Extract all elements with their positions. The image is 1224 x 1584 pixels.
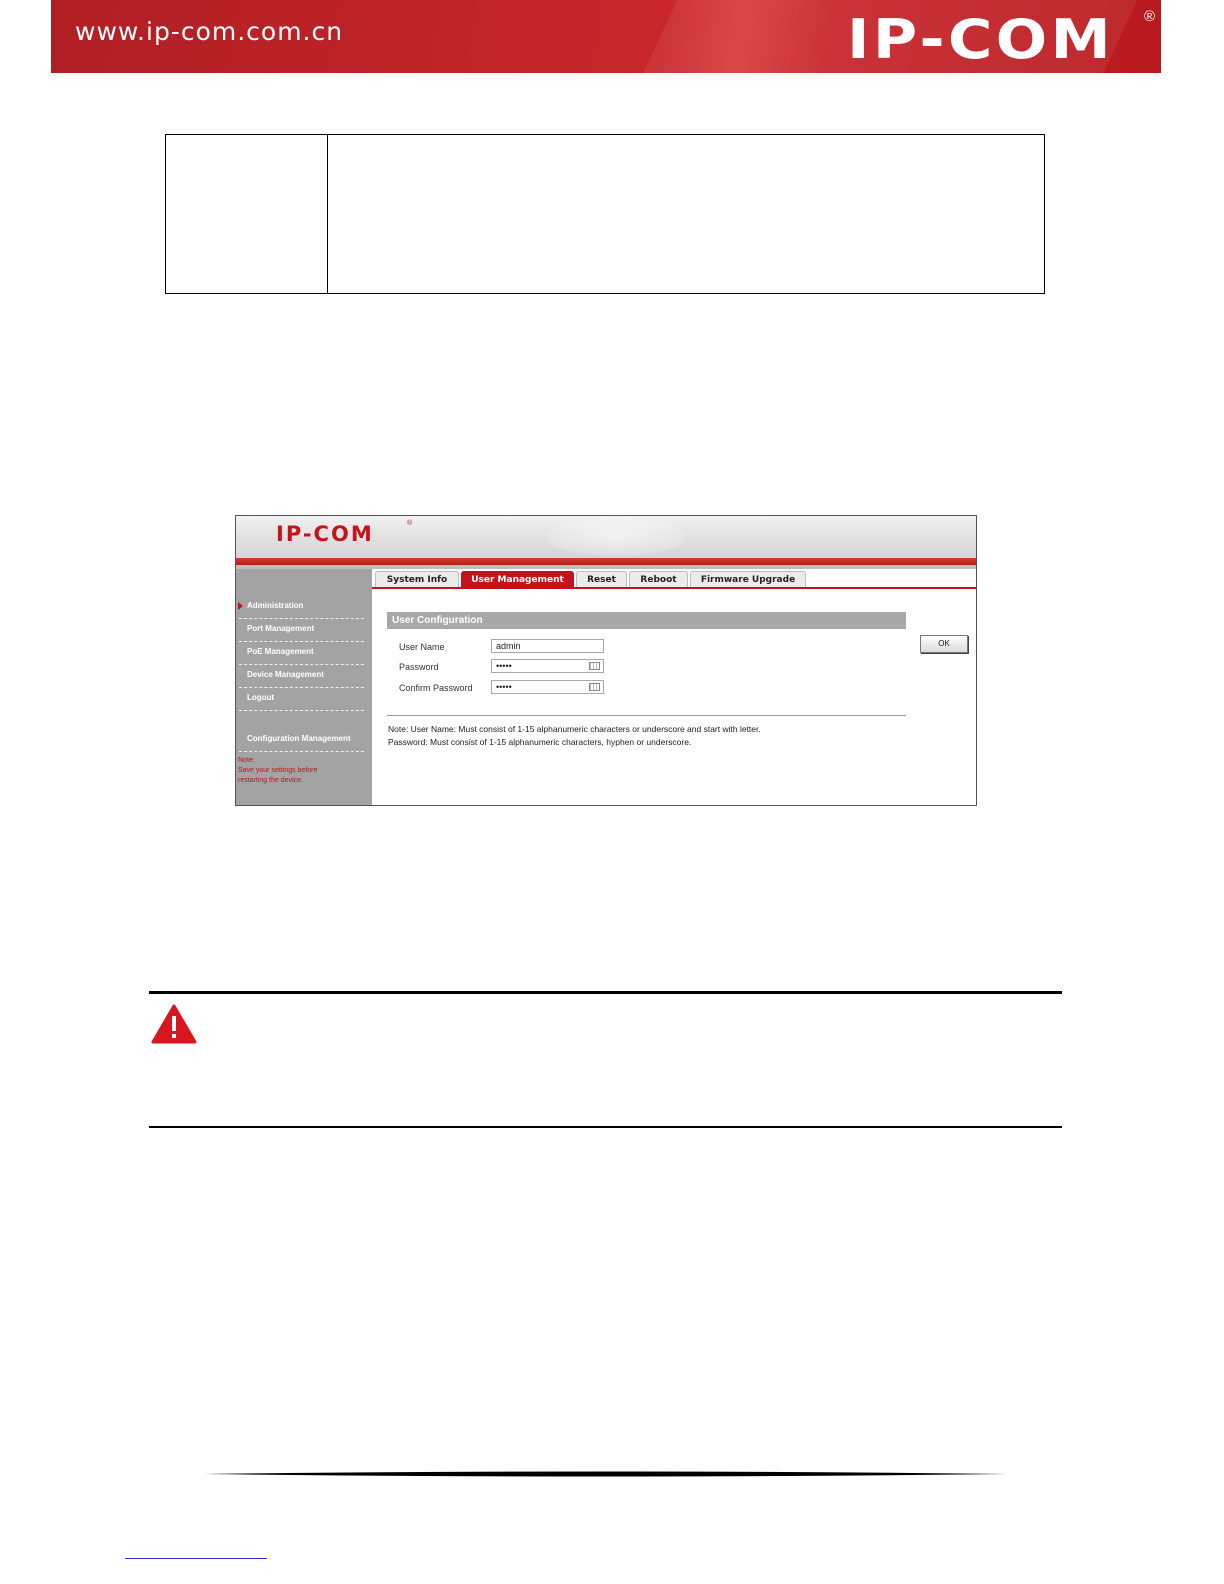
device-ui-header xyxy=(236,516,976,558)
warning-bottom-rule xyxy=(149,1126,1062,1128)
sidebar-item-logout[interactable] xyxy=(239,688,364,711)
sidebar-item-label: Configuration Management xyxy=(247,734,351,743)
sidebar-item-poe-management[interactable] xyxy=(239,642,364,665)
keyboard-icon[interactable] xyxy=(589,662,600,670)
device-ui-main-panel xyxy=(372,569,976,806)
sidebar-item-label: Logout xyxy=(247,693,275,702)
user-name-label: User Name xyxy=(399,642,445,652)
device-ui-registered-mark: ® xyxy=(407,520,413,527)
website-url: www.ip-com.com.cn xyxy=(75,17,344,46)
tab-reset[interactable]: Reset xyxy=(576,571,627,588)
help-note-password: Password: Must consist of 1-15 alphanumeric characters, hyphen or underscore. xyxy=(388,737,692,747)
sidebar-item-label: PoE Management xyxy=(247,647,314,656)
tab-system-info[interactable]: System Info xyxy=(375,571,459,588)
tab-reboot[interactable]: Reboot xyxy=(629,571,688,588)
sidebar-item-port-management[interactable] xyxy=(239,619,364,642)
sidebar-item-administration[interactable] xyxy=(239,596,364,619)
sidebar-item-label: Device Management xyxy=(247,670,324,679)
sidebar-note-title: Note: xyxy=(238,757,255,764)
section-title: User Configuration xyxy=(392,615,483,626)
device-ui-red-bar xyxy=(236,558,976,565)
sidebar-item-configuration-management[interactable] xyxy=(239,729,364,752)
footer-divider xyxy=(204,1469,1008,1479)
keyboard-icon[interactable] xyxy=(589,683,600,691)
world-map-watermark xyxy=(546,518,686,556)
warning-triangle-icon xyxy=(151,1004,197,1044)
page-header-banner xyxy=(51,0,1161,73)
tab-user-management[interactable]: User Management xyxy=(461,571,574,589)
registered-mark: ® xyxy=(1144,8,1156,25)
password-label: Password xyxy=(399,662,439,672)
document-table xyxy=(165,134,1045,294)
sidebar-item-label: Port Management xyxy=(247,624,315,633)
sidebar-item-device-management[interactable] xyxy=(239,665,364,688)
help-note-user-name: Note: User Name: Must consist of 1-15 alphanumeric characters or underscore and start with letter. xyxy=(388,724,761,734)
footer-link-underline[interactable] xyxy=(125,1558,267,1559)
sidebar-item-label: Administration xyxy=(247,601,304,610)
device-ui-sidebar xyxy=(236,569,372,806)
sidebar-note-line: restarting the device. xyxy=(238,777,303,784)
active-arrow-icon xyxy=(238,602,243,610)
device-web-ui-screenshot xyxy=(235,515,977,806)
confirm-password-value: ••••• xyxy=(496,682,512,692)
sidebar-note-line: Save your settings before xyxy=(238,767,318,774)
tab-underline xyxy=(372,587,976,589)
password-input[interactable] xyxy=(491,659,604,673)
confirm-password-input[interactable] xyxy=(491,680,604,694)
user-configuration-header xyxy=(387,612,906,629)
form-divider xyxy=(387,715,906,716)
tab-firmware-upgrade[interactable]: Firmware Upgrade xyxy=(690,571,806,588)
confirm-password-label: Confirm Password xyxy=(399,683,473,693)
warning-top-rule xyxy=(149,991,1062,994)
password-value: ••••• xyxy=(496,661,512,671)
user-name-input[interactable]: admin xyxy=(491,639,604,653)
table-column-divider xyxy=(327,135,328,293)
ok-button[interactable]: OK xyxy=(920,635,968,653)
brand-logo: IP-COM xyxy=(847,8,1115,71)
device-ui-logo: IP-COM xyxy=(276,522,374,546)
